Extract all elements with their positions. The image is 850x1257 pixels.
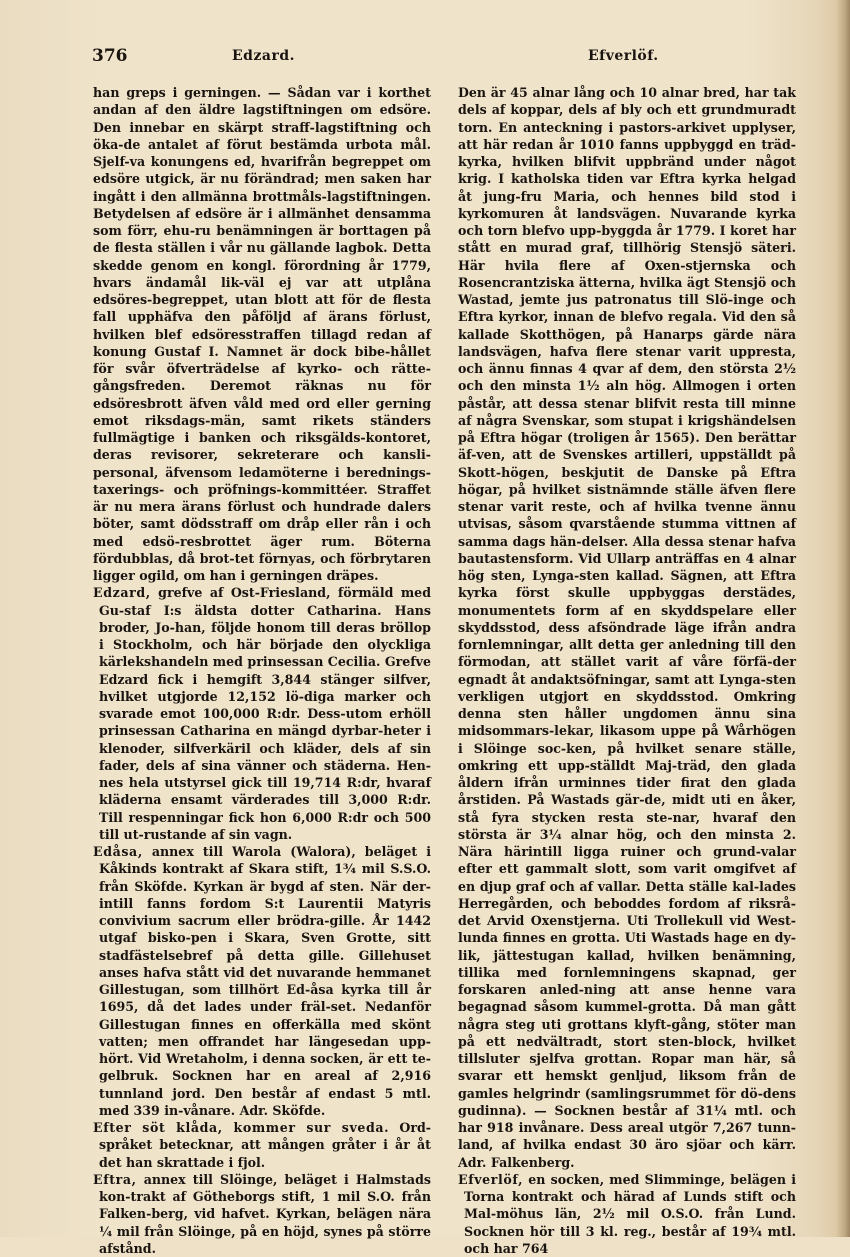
entry-headword: Eftra, [93,1171,137,1187]
entry-text: Ord-språket betecknar, att mången gråter i år åt det han skrattade i fjol. [99,1120,431,1170]
entry-efverlof [458,1171,796,1257]
paragraph-edsore-continuation [93,84,431,584]
entry-headword: Edåsa, [93,844,143,859]
entry-eftra [93,1171,431,1257]
page-number: 376 [92,46,128,66]
entry-headword: Efverlöf, [458,1171,524,1187]
right-column [458,84,796,1257]
header-right-catchword: Efverlöf. [588,48,659,64]
running-header [92,46,792,74]
entry-headword: Edzard, [93,585,151,601]
entry-edzard [93,584,431,843]
paragraph-text: Den är 45 alnar lång och 10 alnar bred, har tak dels af koppar, dels af bly och ett grundmuradt torn. En anteckning i pastors-arkivet upplyser, att här redan år 1010 fanns uppbyggd en träd-kyrka, hvilken blifvit uppbränd under något krig. I katholska tiden var Eftra kyrka helgad åt jung-fru Maria, och hennes bild stod i kyrkomuren åt landsvägen. Nuvarande kyrka och torn blefvo upp-byggda år 1779. I koret har stått en murad graf, tillhörig Stensjö säteri. Här hvila flere af Oxen-stjernska och Rosencrantziska ätterna, hvilka ägt Stensjö och Wastad, jemte jus patronatus till Slö-inge och Eftra kyrkor, innan de blefvo regala. Vid den så kallade Skotthögen, på Hanarps gärde nära landsvägen, hafva flere stenar varit uppresta, och ännu finnas 4 qvar af dem, den största 2½ och den minsta 1½ aln hög. Allmogen i orten påstår, att dessa stenar blifvit resta till minne af några Svenskar, som stupat i krigshändelsen på Eftra högar (troligen år 1565). Den berättar äf-ven, att de Svenskes artilleri, uppställdt på Skott-högen, beskjutit de Danske på Eftra högar, på hvilket sistnämnde ställe äfven flere stenar varit reste, och af hvilka tvenne ännu utvisas, såsom qvarstående stumma vittnen af samma dags hän-delser. Alla dessa stenar hafva bautastensform. Vid Ullarp anträffas en 4 alnar hög sten, Lynga-sten kallad. Sägnen, att Eftra kyrka först skulle uppbyggas derstädes, monumentets form af en skyddspelare eller skyddsstod, dess afsöndrade läge ifrån andra fornlemningar, allt detta ger anledning till den förmodan, att stället varit af våre förfä-der egnadt åt andaktsöfningar, samt att Lynga-sten verkligen utgjort en skyddsstod. Omkring denna sten håller ungdomen ännu sina midsommars-lekar, likasom uppe på Wårhögen i Slöinge soc-ken, på hvilket senare ställe, omkring ett upp-ställdt Maj-träd, den glada åldern ifrån urminnes tider firat den glada årstiden. På Wastads gär-de, midt uti en åker, stå fyra stycken resta ste-nar, hvaraf den största är 3¼ alnar hög, och den minsta 2. Nära härintill ligga ruiner och grund-valar efter ett gammalt slott, som varit omgifvet af en djup graf och af vallar. Detta ställe kal-lades Herregården, och beboddes fordom af riksrå-det Arvid Oxenstjerna. Uti Trollekull vid West-lunda finnes en grotta. Uti Wastads hage en dy-lik, jättestugan kallad, hvilken benämning, tillika med fornlemningens skapnad, ger forskaren anled-ning att anse henne vara begagnad såsom kummel-grotta. Då man gått några steg uti grottans klyft-gång, stöter man på ett nedvältradt, stort sten-block, hvilket tillsluter sjelfva grottan. Ropar man här, så svarar ett hemskt genljud, liksom från de gamles helgrindr (samlingsrummet för dö-dens gudinna). — Socknen består af 31¼ mtl. och har 918 invånare. Dess areal utgör 7,267 tunn-land, af hvilka endast 30 äro sjöar och kärr. Adr. Falkenberg. [458,85,796,1170]
entry-proverb [93,1119,431,1171]
paragraph-text: han greps i gerningen. — Sådan var i korthet andan af den äldre lagstiftningen om edsöre. Den innebar en skärpt straff-lagstiftning och öka-de antalet af förut bestämda urbota mål. Sjelf-va konungens ed, hvarifrån begreppet om edsöre utgick, är nu förändrad; men saken har ingått i den allmänna brottmåls-lagstiftningen. Betydelsen af edsöre är i allmänhet densamma som förr, ehu-ru benämningen är borttagen på de flesta ställen i vår nu gällande lagbok. Detta skedde genom en kongl. förordning år 1779, hvars ändamål lik-väl ej var att utplåna edsöres-begreppet, utan blott att för de flesta fall upphäfva den påföljd af ärans förlust, hvilken blef edsöresstraffen tillagd redan af konung Gustaf I. Namnet är dock bibe-hållet för svår öfverträdelse af kyrko- och rätte-gångsfreden. Deremot räknas nu för edsöresbrott äfven våld med ord eller gerning emot riksdags-män, samt rikets ständers fullmägtige i banken och riksgälds-kontoret, deras revisorer, sekreterare och kansli-personal, äfvensom ledamöterne i berednings-taxerings- och pröfnings-kommittéer. Straffet är nu mera ärans förlust och hundrade dalers böter, samt dödsstraff om dråp eller rån i och med edsö-resbrottet äger rum. Böterna fördubblas, då brot-tet förnyas, och förbrytaren ligger ogild, om han i gerningen dräpes. [93,85,431,583]
entry-text: en socken, med Slimminge, belägen i Torna kontrakt och härad af Lunds stift och Mal-möhus län, 2½ mil O.S.O. från Lund. Socknen hör till 3 kl. reg., består af 19¾ mtl. och har 764 [464,1171,796,1256]
entry-text: annex till Slöinge, beläget i Halmstads kon-trakt af Götheborgs stift, 1 mil S.O. från Falken-berg, vid hafvet. Kyrkan, belägen nära ¼ mil från Slöinge, på en höjd, synes på större afstånd. [99,1171,431,1256]
paragraph-eftra-continuation [458,84,796,1171]
entry-headword: Efter söt klåda, kommer sur sveda. [93,1120,390,1135]
page-edge-shadow [836,0,850,1237]
entry-text: grefve af Ost-Friesland, förmäld med Gu-staf I:s äldsta dotter Catharina. Hans broder, Jo-han, följde honom till deras bröllop i Stockholm, och här började den olyckliga kärlekshandeln med prinsessan Cecilia. Grefve Edzard fick i hemgift 3,844 stänger silfver, hvilket utgjorde 12,152 lö-diga marker och svarade emot 100,000 R:dr. Dess-utom erhöll prinsessan Catharina en mängd dyrbar-heter i klenoder, silfverkäril och kläder, dels af sin fader, dels af sina vänner och städerna. Hen-nes hela utstyrsel gick till 19,714 R:dr, hvaraf kläderna ensamt värderades till 3,000 R:dr. Till respenningar fick hon 6,000 R:dr och 500 till ut-rustande af sin vagn. [99,585,431,842]
entry-text: annex till Warola (Walora), beläget i Kåkinds kontrakt af Skara stift, 1¾ mil S.S.O. från Sköfde. Kyrkan är bygd af sten. När der-intill fanns fordom S:t Laurentii Matyris convivium sacrum eller brödra-gille. År 1442 utgaf bisko-pen i Skara, Sven Grotte, sitt stadfästelsebref på detta gille. Gillehuset anses hafva stått vid det nuvarande hemmanet Gillestugan, som tillhört Ed-åsa kyrka till år 1695, då det lades under fräl-set. Nedanför Gillestugan finnes en offerkälla med skönt vatten; men offrandet har längesedan upp-hört. Vid Wretaholm, i denna socken, är ett te-gelbruk. Socknen har en areal af 2,916 tunnland jord. Den består af endast 5 mtl. med 339 in-vånare. Adr. Sköfde. [99,844,431,1118]
entry-edasa [93,843,431,1119]
left-column [93,84,431,1257]
header-left-catchword: Edzard. [232,48,296,64]
